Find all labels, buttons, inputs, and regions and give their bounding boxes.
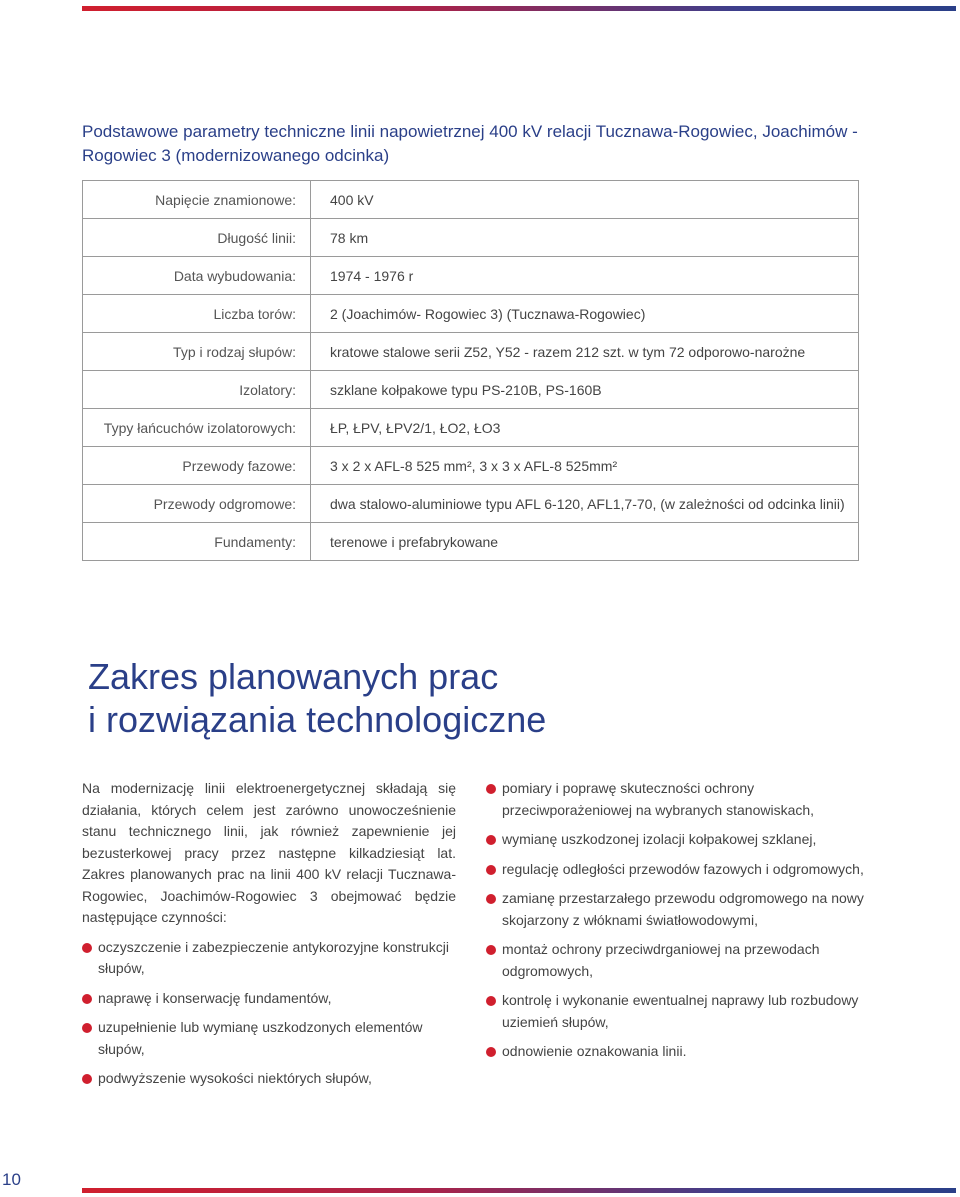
row-label: Typy łańcuchów izolatorowych: bbox=[83, 409, 311, 447]
bullet-dot-icon bbox=[82, 994, 92, 1004]
list-item bbox=[82, 988, 456, 1010]
bullet-dot-icon bbox=[486, 784, 496, 794]
right-column bbox=[486, 778, 864, 1063]
right-work-list bbox=[486, 778, 864, 1063]
section-heading-line1: Zakres planowanych prac bbox=[88, 656, 499, 697]
row-label: Długość linii: bbox=[83, 219, 311, 257]
bullet-dot-icon bbox=[82, 1074, 92, 1084]
row-value: kratowe stalowe serii Z52, Y52 - razem 212 szt. w tym 72 odporowo-narożne bbox=[311, 333, 859, 371]
bullet-dot-icon bbox=[82, 1023, 92, 1033]
bullet-dot-icon bbox=[486, 1047, 496, 1057]
list-item-text: wymianę uszkodzonej izolacji kołpakowej szklanej, bbox=[502, 831, 817, 847]
table-row bbox=[83, 295, 859, 333]
row-value: 78 km bbox=[311, 219, 859, 257]
list-item bbox=[486, 990, 864, 1033]
left-column bbox=[82, 778, 456, 1090]
list-item-text: oczyszczenie i zabezpieczenie antykorozyjne konstrukcji słupów, bbox=[98, 938, 449, 976]
list-item-text: regulację odległości przewodów fazowych i odgromowych, bbox=[502, 860, 864, 877]
row-label: Fundamenty: bbox=[83, 523, 311, 561]
table-row bbox=[83, 485, 859, 523]
list-item-text: odnowienie oznakowania linii. bbox=[502, 1043, 687, 1059]
list-item bbox=[486, 829, 864, 851]
left-work-list bbox=[82, 937, 456, 1090]
list-item-text: zamianę przestarzałego przewodu odgromowego na nowy skojarzony z włóknami światłowodowymi, bbox=[502, 890, 864, 928]
row-value: szklane kołpakowe typu PS-210B, PS-160B bbox=[311, 371, 859, 409]
row-label: Przewody fazowe: bbox=[83, 447, 311, 485]
parameters-table bbox=[82, 180, 859, 561]
list-item-text: pomiary i poprawę skuteczności ochrony przeciwporażeniowej na wybranych stanowiskach, bbox=[502, 780, 815, 818]
table-row bbox=[83, 181, 859, 219]
bullet-dot-icon bbox=[486, 865, 496, 875]
list-item-text: uzupełnienie lub wymianę uszkodzonych elementów słupów, bbox=[98, 1019, 423, 1057]
bullet-dot-icon bbox=[486, 996, 496, 1006]
bullet-dot-icon bbox=[486, 894, 496, 904]
row-value: terenowe i prefabrykowane bbox=[311, 523, 859, 561]
section-heading bbox=[88, 655, 546, 741]
row-value: 1974 - 1976 r bbox=[311, 257, 859, 295]
row-label: Liczba torów: bbox=[83, 295, 311, 333]
page-number: 10 bbox=[2, 1170, 21, 1189]
list-item bbox=[486, 1041, 864, 1063]
list-item bbox=[486, 859, 864, 881]
list-item-text: naprawę i konserwację fundamentów, bbox=[98, 989, 332, 1006]
table-row bbox=[83, 523, 859, 561]
table-row bbox=[83, 219, 859, 257]
row-value: dwa stalowo-aluminiowe typu AFL 6-120, AFL1,7-70, (w zależności od odcinka linii) bbox=[311, 485, 859, 523]
row-value: 400 kV bbox=[311, 181, 859, 219]
list-item bbox=[486, 888, 864, 931]
list-item-text: montaż ochrony przeciwdrganiowej na przewodach odgromowych, bbox=[502, 941, 820, 979]
section-heading-line2: i rozwiązania technologiczne bbox=[88, 699, 547, 740]
row-label: Izolatory: bbox=[83, 371, 311, 409]
bottom-decorative-bar bbox=[82, 1188, 956, 1193]
list-item bbox=[82, 1068, 456, 1090]
document-title: Podstawowe parametry techniczne linii napowietrznej 400 kV relacji Tucznawa-Rogowiec, Joachimów - Rogowiec 3 (modernizowanego odcinka) bbox=[82, 122, 858, 165]
list-item-text: podwyższenie wysokości niektórych słupów, bbox=[98, 1070, 372, 1086]
list-item bbox=[486, 778, 864, 821]
row-value: ŁP, ŁPV, ŁPV2/1, ŁO2, ŁO3 bbox=[311, 409, 859, 447]
row-label: Typ i rodzaj słupów: bbox=[83, 333, 311, 371]
table-row bbox=[83, 371, 859, 409]
bullet-dot-icon bbox=[486, 835, 496, 845]
table-row bbox=[83, 333, 859, 371]
table-row bbox=[83, 409, 859, 447]
row-label: Data wybudowania: bbox=[83, 257, 311, 295]
bullet-dot-icon bbox=[486, 945, 496, 955]
list-item bbox=[486, 939, 864, 982]
bullet-dot-icon bbox=[82, 943, 92, 953]
row-value: 3 x 2 x AFL-8 525 mm², 3 x 3 x AFL-8 525mm² bbox=[311, 447, 859, 485]
row-label: Napięcie znamionowe: bbox=[83, 181, 311, 219]
row-value: 2 (Joachimów- Rogowiec 3) (Tucznawa-Rogowiec) bbox=[311, 295, 859, 333]
list-item-text: kontrolę i wykonanie ewentualnej naprawy lub rozbudowy uziemień słupów, bbox=[502, 992, 859, 1030]
list-item bbox=[82, 1017, 456, 1060]
top-decorative-bar bbox=[82, 6, 956, 11]
row-label: Przewody odgromowe: bbox=[83, 485, 311, 523]
list-item bbox=[82, 937, 456, 980]
table-row bbox=[83, 447, 859, 485]
table-row bbox=[83, 257, 859, 295]
intro-paragraph: Na modernizację linii elektroenergetycznej składają się działania, których celem jest zarówno unowocześnienie stanu technicznego linii, jak również zapewnienie jej bezusterkowej pracy przez następne kilkadziesiąt lat. Zakres planowanych prac na linii 400 kV relacji Tucznawa-Rogowiec, Joachimów-Rogowiec 3 obejmować będzie następujące czynności: bbox=[82, 780, 456, 925]
